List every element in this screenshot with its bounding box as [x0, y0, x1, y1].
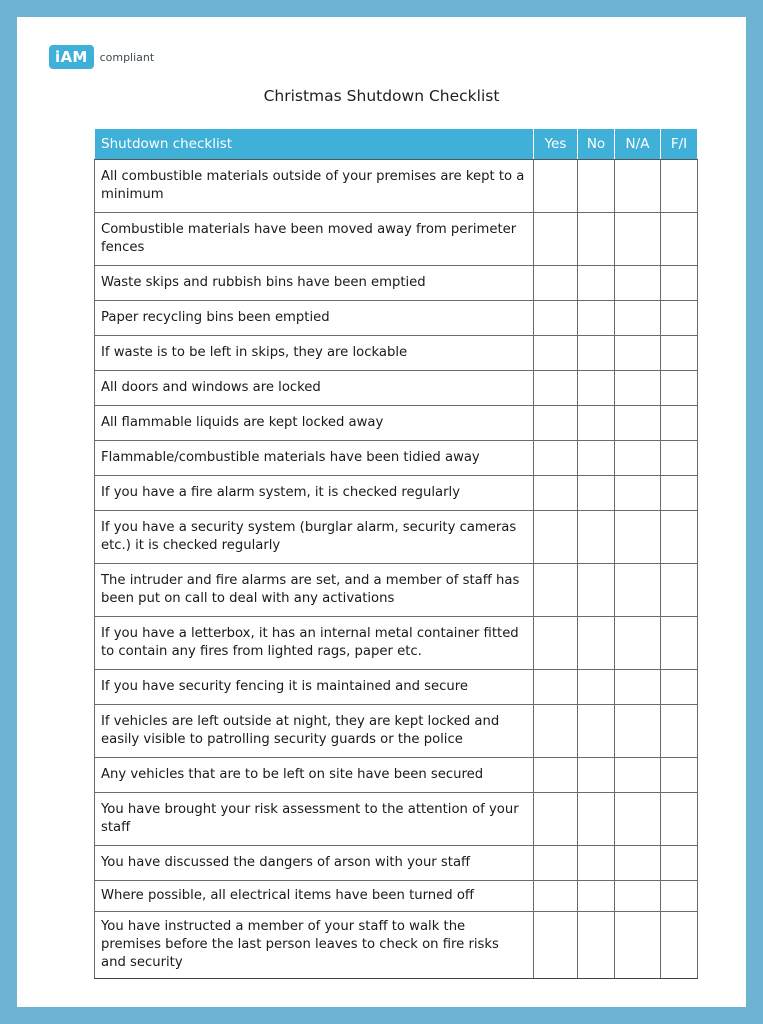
checkbox-cell-yes[interactable] [534, 476, 578, 511]
checkbox-cell-no[interactable] [578, 564, 615, 617]
checkbox-cell-no[interactable] [578, 793, 615, 846]
checkbox-cell-no[interactable] [578, 441, 615, 476]
checkbox-cell-no[interactable] [578, 881, 615, 912]
checkbox-cell-na[interactable] [615, 511, 661, 564]
checkbox-cell-no[interactable] [578, 846, 615, 881]
checkbox-cell-fi[interactable] [661, 336, 698, 371]
checkbox-cell-no[interactable] [578, 406, 615, 441]
table-row [95, 301, 698, 336]
table-row [95, 406, 698, 441]
checkbox-cell-fi[interactable] [661, 758, 698, 793]
checkbox-cell-yes[interactable] [534, 617, 578, 670]
checkbox-cell-no[interactable] [578, 617, 615, 670]
checkbox-cell-yes[interactable] [534, 912, 578, 979]
checkbox-cell-yes[interactable] [534, 160, 578, 213]
checkbox-cell-na[interactable] [615, 441, 661, 476]
column-header-item: Shutdown checklist [95, 129, 534, 160]
checkbox-cell-fi[interactable] [661, 846, 698, 881]
table-row [95, 846, 698, 881]
checklist-item-text: If vehicles are left outside at night, they are kept locked and easily visible to patrolling security guards or the police [95, 705, 534, 758]
checkbox-cell-na[interactable] [615, 670, 661, 705]
checkbox-cell-na[interactable] [615, 758, 661, 793]
checklist-item-text: All flammable liquids are kept locked away [95, 406, 534, 441]
checkbox-cell-yes[interactable] [534, 213, 578, 266]
checklist-item-text: You have brought your risk assessment to the attention of your staff [95, 793, 534, 846]
checkbox-cell-fi[interactable] [661, 793, 698, 846]
table-row [95, 441, 698, 476]
checkbox-cell-na[interactable] [615, 266, 661, 301]
document-page [17, 17, 746, 1007]
checkbox-cell-no[interactable] [578, 371, 615, 406]
checkbox-cell-na[interactable] [615, 213, 661, 266]
checkbox-cell-na[interactable] [615, 406, 661, 441]
checkbox-cell-na[interactable] [615, 846, 661, 881]
checkbox-cell-yes[interactable] [534, 670, 578, 705]
checkbox-cell-fi[interactable] [661, 705, 698, 758]
checkbox-cell-fi[interactable] [661, 511, 698, 564]
checkbox-cell-na[interactable] [615, 912, 661, 979]
logo-name: compliant [99, 50, 155, 64]
checklist-item-text: If you have security fencing it is maintained and secure [95, 670, 534, 705]
checkbox-cell-fi[interactable] [661, 213, 698, 266]
checkbox-cell-na[interactable] [615, 160, 661, 213]
checkbox-cell-fi[interactable] [661, 617, 698, 670]
table-row [95, 371, 698, 406]
document-title: Christmas Shutdown Checklist [263, 87, 500, 105]
checklist-body [95, 160, 698, 979]
checkbox-cell-no[interactable] [578, 758, 615, 793]
checkbox-cell-yes[interactable] [534, 301, 578, 336]
checkbox-cell-fi[interactable] [661, 564, 698, 617]
table-row [95, 912, 698, 979]
checkbox-cell-yes[interactable] [534, 266, 578, 301]
checkbox-cell-fi[interactable] [661, 371, 698, 406]
checkbox-cell-fi[interactable] [661, 266, 698, 301]
checkbox-cell-no[interactable] [578, 912, 615, 979]
checklist-item-text: If you have a security system (burglar alarm, security cameras etc.) it is checked regularly [95, 511, 534, 564]
checkbox-cell-na[interactable] [615, 881, 661, 912]
table-row [95, 881, 698, 912]
column-header-na: N/A [615, 129, 661, 160]
checkbox-cell-fi[interactable] [661, 912, 698, 979]
checklist-item-text: If you have a fire alarm system, it is checked regularly [95, 476, 534, 511]
checkbox-cell-no[interactable] [578, 336, 615, 371]
checklist-item-text: Waste skips and rubbish bins have been emptied [95, 266, 534, 301]
table-header-row [95, 129, 698, 160]
checklist-item-text: All combustible materials outside of your premises are kept to a minimum [95, 160, 534, 213]
checkbox-cell-yes[interactable] [534, 371, 578, 406]
checkbox-cell-yes[interactable] [534, 564, 578, 617]
checkbox-cell-fi[interactable] [661, 301, 698, 336]
checkbox-cell-yes[interactable] [534, 758, 578, 793]
checkbox-cell-yes[interactable] [534, 511, 578, 564]
table-row [95, 793, 698, 846]
checkbox-cell-no[interactable] [578, 511, 615, 564]
table-row [95, 705, 698, 758]
table-row [95, 564, 698, 617]
column-header-fi: F/I [661, 129, 698, 160]
checkbox-cell-na[interactable] [615, 793, 661, 846]
checkbox-cell-na[interactable] [615, 617, 661, 670]
checkbox-cell-fi[interactable] [661, 441, 698, 476]
checklist-item-text: You have instructed a member of your staff to walk the premises before the last person leaves to check on fire risks and security [95, 912, 534, 979]
table-row [95, 617, 698, 670]
checkbox-cell-fi[interactable] [661, 881, 698, 912]
table-row [95, 160, 698, 213]
checklist-item-text: Where possible, all electrical items have been turned off [95, 881, 534, 912]
logo-badge: iAM [49, 45, 94, 69]
table-row [95, 336, 698, 371]
checkbox-cell-no[interactable] [578, 160, 615, 213]
table-row [95, 266, 698, 301]
checkbox-cell-fi[interactable] [661, 670, 698, 705]
checkbox-cell-na[interactable] [615, 564, 661, 617]
checkbox-cell-yes[interactable] [534, 846, 578, 881]
checkbox-cell-na[interactable] [615, 301, 661, 336]
checkbox-cell-no[interactable] [578, 476, 615, 511]
table-row [95, 670, 698, 705]
checkbox-cell-yes[interactable] [534, 881, 578, 912]
checkbox-cell-no[interactable] [578, 705, 615, 758]
checkbox-cell-no[interactable] [578, 213, 615, 266]
table-row [95, 758, 698, 793]
checkbox-cell-yes[interactable] [534, 336, 578, 371]
checklist-item-text: Paper recycling bins been emptied [95, 301, 534, 336]
checklist-item-text: All doors and windows are locked [95, 371, 534, 406]
checkbox-cell-na[interactable] [615, 705, 661, 758]
checkbox-cell-na[interactable] [615, 336, 661, 371]
company-logo [49, 45, 154, 69]
shutdown-checklist-table [94, 128, 698, 979]
checklist-item-text: The intruder and fire alarms are set, and a member of staff has been put on call to deal with any activations [95, 564, 534, 617]
checkbox-cell-yes[interactable] [534, 793, 578, 846]
table-row [95, 213, 698, 266]
checkbox-cell-na[interactable] [615, 371, 661, 406]
checkbox-cell-na[interactable] [615, 476, 661, 511]
column-header-no: No [578, 129, 615, 160]
checkbox-cell-yes[interactable] [534, 705, 578, 758]
checklist-item-text: Combustible materials have been moved away from perimeter fences [95, 213, 534, 266]
checkbox-cell-fi[interactable] [661, 406, 698, 441]
checkbox-cell-fi[interactable] [661, 160, 698, 213]
checklist-item-text: If you have a letterbox, it has an internal metal container fitted to contain any fires from lighted rags, paper etc. [95, 617, 534, 670]
checkbox-cell-no[interactable] [578, 670, 615, 705]
checkbox-cell-yes[interactable] [534, 441, 578, 476]
table-row [95, 511, 698, 564]
checkbox-cell-yes[interactable] [534, 406, 578, 441]
checkbox-cell-no[interactable] [578, 266, 615, 301]
checkbox-cell-fi[interactable] [661, 476, 698, 511]
checkbox-cell-no[interactable] [578, 301, 615, 336]
checklist-item-text: If waste is to be left in skips, they are lockable [95, 336, 534, 371]
checklist-item-text: You have discussed the dangers of arson with your staff [95, 846, 534, 881]
column-header-yes: Yes [534, 129, 578, 160]
checklist-item-text: Any vehicles that are to be left on site have been secured [95, 758, 534, 793]
table-row [95, 476, 698, 511]
checklist-item-text: Flammable/combustible materials have been tidied away [95, 441, 534, 476]
